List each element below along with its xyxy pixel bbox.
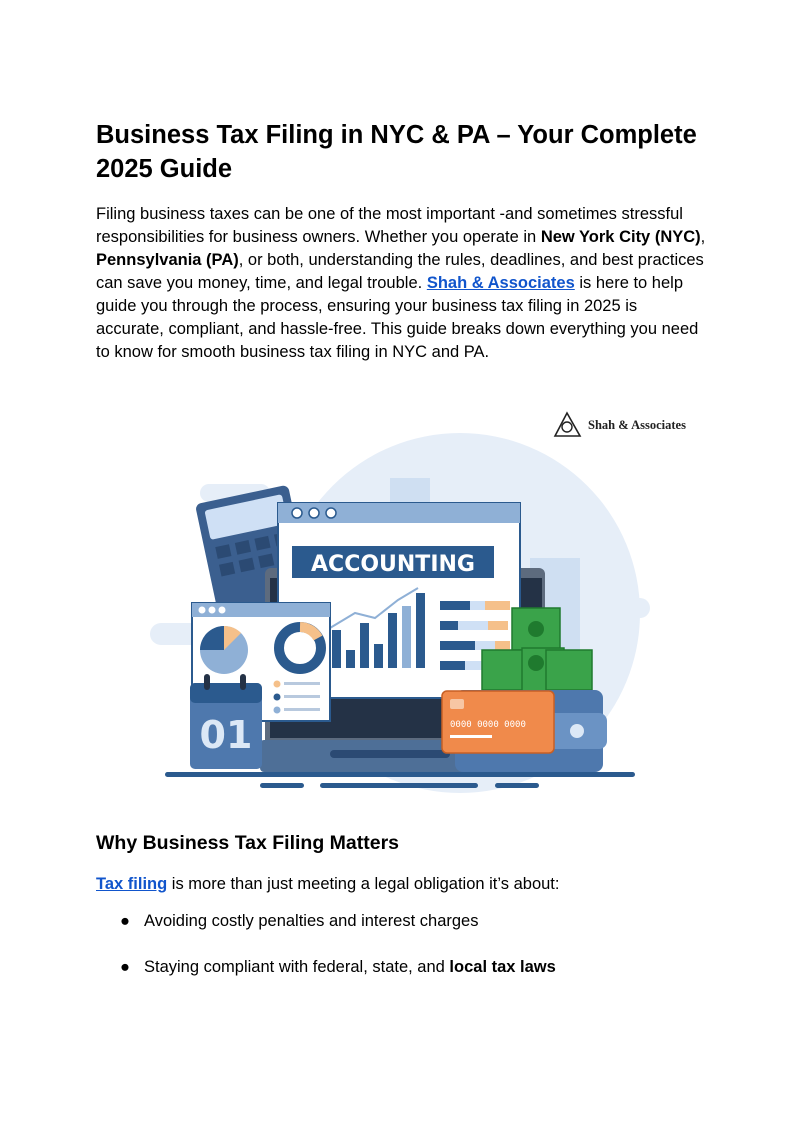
ground-line <box>165 772 635 777</box>
credit-card-icon <box>442 691 554 753</box>
page-title: Business Tax Filing in NYC & PA – Your Complete 2025 Guide <box>96 121 697 183</box>
intro-text-3: , or both, understanding the rules, deadlines, and best practices can save you money, time, and legal trouble. <box>96 251 704 292</box>
accounting-illustration <box>150 408 700 793</box>
list-item <box>96 910 716 933</box>
card-number: 0000 0000 0000 <box>450 720 526 730</box>
section-lead <box>96 873 716 896</box>
calendar-day: 01 <box>199 713 253 757</box>
intro-text-1: Filing business taxes can be one of the most important -and sometimes stressful responsibilities for business owners. Whether you operate in <box>96 205 683 246</box>
list-item-text: Staying compliant with federal, state, and <box>144 958 450 976</box>
section-heading: Why Business Tax Filing Matters <box>96 832 400 854</box>
ground-dash-2 <box>320 783 478 788</box>
list-item <box>96 956 716 979</box>
bullet-icon: ● <box>120 958 130 976</box>
ground-dash-3 <box>495 783 539 788</box>
intro-paragraph <box>96 203 706 364</box>
section-lead-text: is more than just meeting a legal obligation it’s about: <box>167 875 560 893</box>
tax-filing-link[interactable]: Tax filing <box>96 875 168 893</box>
intro-text-2: , <box>700 228 706 246</box>
list-item-bold: local tax laws <box>449 958 556 976</box>
ground-dash-1 <box>260 783 304 788</box>
intro-text-4: is here to help guide you through the process, ensuring your business tax filing in 2025 is accurate, compliant, and hassle-free. This guide breaks down everything you need to know for smooth business tax filing in NYC and PA. <box>96 274 699 361</box>
background-cloud-right <box>570 598 650 618</box>
shah-associates-link[interactable]: Shah & Associates <box>426 274 575 292</box>
bullet-icon: ● <box>120 912 130 930</box>
intro-bold-nyc: New York City (NYC) <box>540 228 701 246</box>
intro-bold-pa: Pennsylvania (PA) <box>96 251 239 269</box>
reasons-list <box>96 910 716 1002</box>
accounting-banner: ACCOUNTING <box>311 552 475 577</box>
brand-logo <box>555 413 686 436</box>
brand-name: Shah & Associates <box>588 418 686 432</box>
list-item-text: Avoiding costly penalties and interest charges <box>144 912 479 930</box>
calendar-icon <box>190 674 262 769</box>
